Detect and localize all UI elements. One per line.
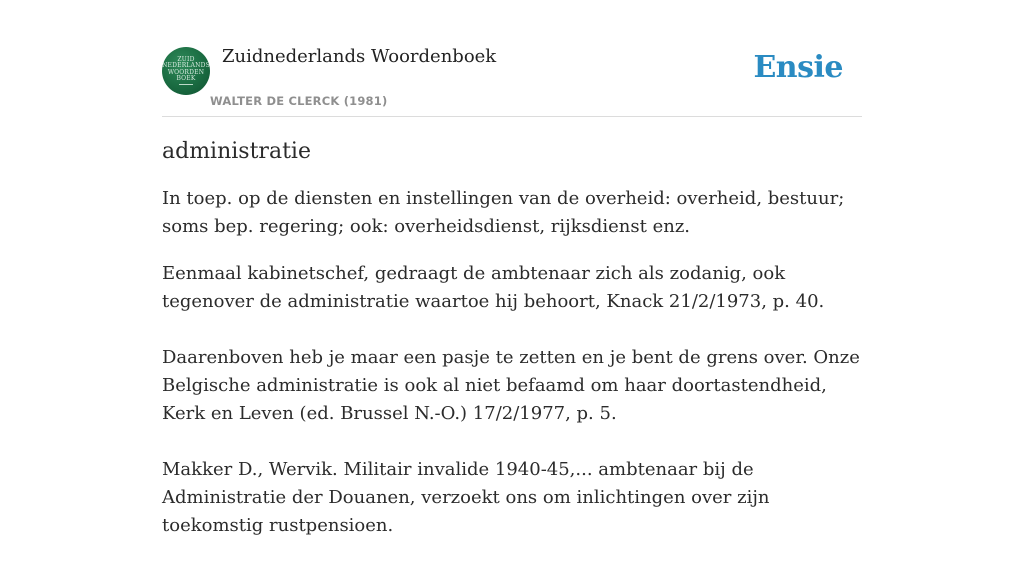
site-header <box>162 0 862 117</box>
logo-line: NEDERLANDS <box>162 62 210 70</box>
logo-divider <box>179 84 193 85</box>
logo-line: WOORDEN <box>167 68 205 76</box>
entry-definition: In toep. op de diensten en instellingen van de overheid: overheid, bestuur; soms bep. regering; ook: overheidsdienst, rijksdienst enz. <box>162 188 845 237</box>
entry-quote: Daarenboven heb je maar een pasje te zetten en je bent de grens over. Onze Belgische administratie is ook al niet befaamd om haar doortastendheid, Kerk en Leven (ed. Brussel N.-O.) 17/2/1977, p. 5. <box>162 347 860 424</box>
ensie-logo-link[interactable]: Ensie <box>753 50 843 85</box>
entry-headword: administratie <box>162 139 311 164</box>
entry-quote: Eenmaal kabinetschef, gedraagt de ambtenaar zich als zodanig, ook tegenover de administratie waartoe hij behoort, Knack 21/2/1973, p. 40. <box>162 263 825 312</box>
logo-line: BOEK <box>176 74 196 82</box>
entry-content <box>162 139 862 568</box>
dictionary-title[interactable]: Zuidnederlands Woordenboek <box>222 46 497 67</box>
dictionary-author: WALTER DE CLERCK (1981) <box>210 94 388 108</box>
dictionary-logo[interactable] <box>162 47 210 95</box>
logo-line: ZUID <box>177 55 195 63</box>
entry-quote: Makker D., Wervik. Militair invalide 1940-45,... ambtenaar bij de Administratie der Douanen, verzoekt ons om inlichtingen over zijn toekomstig rustpensioen. <box>162 459 770 536</box>
